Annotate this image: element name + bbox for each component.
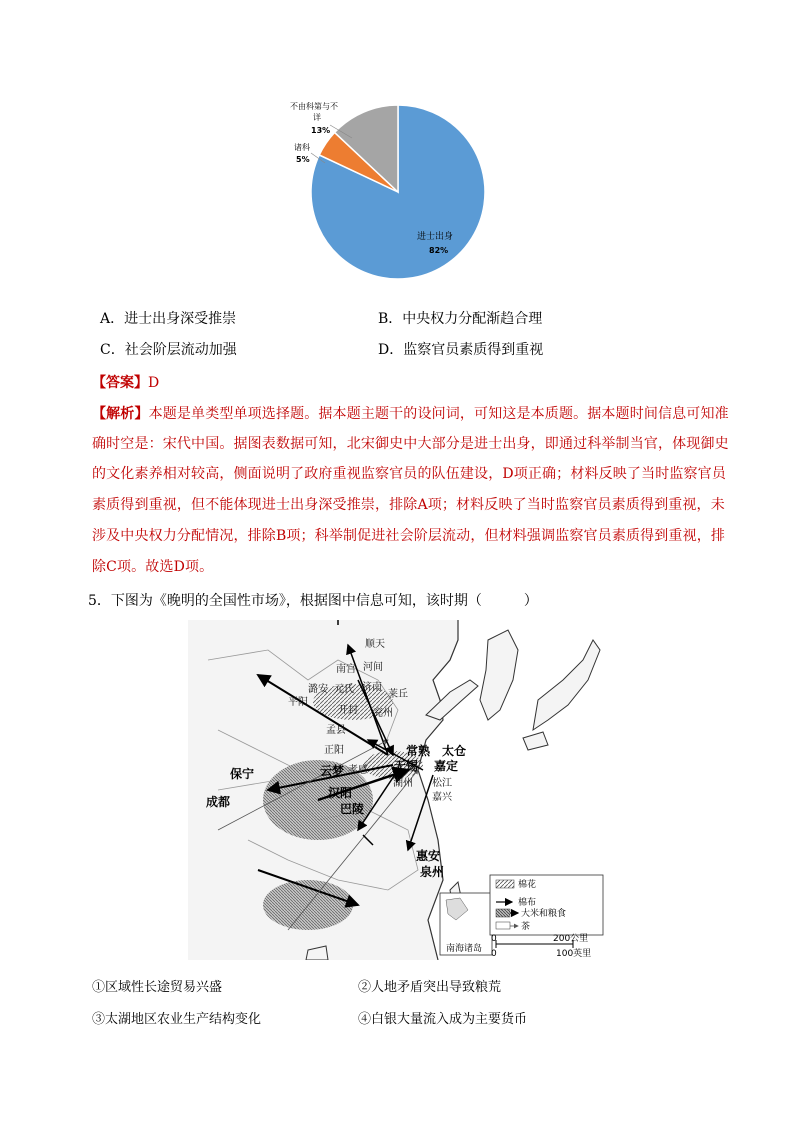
label-mengxian: 孟县 xyxy=(326,725,346,736)
slice-label-unknown-line1: 不由科第与不 xyxy=(290,102,338,111)
label-laiwu: 莱丘 xyxy=(388,689,408,700)
option-c[interactable]: C．社会阶层流动加强 xyxy=(100,342,237,358)
label-changshu: 常熟 xyxy=(406,744,431,758)
slice-label-unknown-line2: 详 xyxy=(313,113,321,122)
scale-zero-km: 0 xyxy=(491,934,497,944)
pie-chart xyxy=(270,95,510,290)
analysis-line-1 xyxy=(92,403,729,423)
label-jiading: 嘉定 xyxy=(434,759,459,773)
question-5-stem: 5．下图为《晚明的全国性市场》，根据图中信息可知，该时期（ ） xyxy=(88,593,538,609)
label-nangong: 南宫 xyxy=(336,664,356,675)
scale-km: 200公里 xyxy=(553,934,589,944)
label-wuxi: 无锡 xyxy=(394,759,419,773)
option-d[interactable]: D．监察官员素质得到重视 xyxy=(378,342,544,358)
option-b[interactable]: B．中央权力分配渐趋合理 xyxy=(378,311,543,327)
slice-label-jinshi: 进士出身 xyxy=(417,232,454,242)
label-huian: 惠安 xyxy=(416,849,441,863)
slice-pct-jinshi: 82% xyxy=(429,246,449,255)
legend-rice-swatch xyxy=(496,909,510,917)
label-jiaxing: 嘉兴 xyxy=(432,792,452,803)
scale-mi: 100英里 xyxy=(556,949,592,959)
map-svg xyxy=(188,620,608,960)
answer-value: D xyxy=(148,375,160,391)
label-chengdu: 成都 xyxy=(206,795,231,809)
label-pingyang: 平阳 xyxy=(288,697,308,708)
slice-label-zhuke: 诸科 xyxy=(294,143,310,152)
label-taicang: 太仓 xyxy=(442,744,467,758)
slice-pct-zhuke: 5% xyxy=(296,155,310,164)
statement-1: ①区域性长途贸易兴盛 xyxy=(92,980,223,995)
label-jinan: 济南 xyxy=(362,682,382,693)
options-row-2 xyxy=(100,339,600,361)
legend-cotton: 棉花 xyxy=(518,880,537,890)
label-quanzhou: 泉州 xyxy=(420,865,445,879)
label-hejian: 河间 xyxy=(363,662,383,673)
label-yuanshi: 元氏 xyxy=(334,684,354,695)
label-baoning: 保宁 xyxy=(230,767,255,781)
statement-4: ④白银大量流入成为主要货币 xyxy=(358,1012,528,1027)
answer-bracket: 【答案】 xyxy=(92,375,148,391)
legend-rice: 大米和粮食 xyxy=(521,909,567,919)
analysis-bracket: 【解析】 xyxy=(92,406,149,422)
analysis-line-5: 涉及中央权力分配情况，排除B项；科举制促进社会阶层流动，但材料强调监察官员素质得到重视，排 xyxy=(92,528,726,544)
label-yanzhou: 兖州 xyxy=(373,708,393,719)
statement-2: ②人地矛盾突出导致粮荒 xyxy=(358,980,502,995)
analysis-line-4: 素质得到重视，但不能体现进士出身深受推崇，排除A项；材料反映了当时监察官员素质得到重视，未 xyxy=(92,497,725,513)
inset-label: 南海诸岛 xyxy=(446,944,483,954)
legend-cotton-swatch xyxy=(496,880,514,888)
legend-tea-swatch xyxy=(496,922,510,929)
legend-tea: 茶 xyxy=(521,922,531,932)
label-yunmeng: 云梦 xyxy=(320,764,345,778)
option-a[interactable]: A．进士出身深受推崇 xyxy=(100,311,237,327)
options-row-1 xyxy=(100,308,600,330)
pie-chart-svg xyxy=(270,95,510,290)
slice-pct-unknown: 13% xyxy=(311,126,331,135)
answer-line xyxy=(92,372,159,392)
label-zhengyang: 正阳 xyxy=(324,745,344,756)
analysis-line-2: 确时空是：宋代中国。据图表数据可知，北宋御史中大部分是进士出身，即通过科举制当官，体现御史 xyxy=(92,436,729,452)
statement-3: ③太湖地区农业生产结构变化 xyxy=(92,1012,262,1027)
analysis-text-1: 本题是单类型单项选择题。据本题主题干的设问词，可知这是本质题。据本题时间信息可知准 xyxy=(148,406,729,422)
label-hanyang: 汉阳 xyxy=(328,786,353,800)
legend-cloth: 棉布 xyxy=(518,898,537,908)
scale-zero-mi: 0 xyxy=(491,949,497,959)
pie-slices xyxy=(311,105,485,279)
analysis-line-6: 除C项。故选D项。 xyxy=(92,559,214,575)
late-ming-market-map xyxy=(188,620,608,960)
label-shuntian: 顺天 xyxy=(365,639,385,650)
analysis-line-3: 的文化素养相对较高，侧面说明了政府重视监察官员的队伍建设，D项正确；材料反映了当时监察官员 xyxy=(92,466,726,482)
label-xiaogan: 孝感 xyxy=(348,765,368,776)
label-luan: 潞安 xyxy=(308,684,328,695)
label-kaifeng: 开封 xyxy=(338,705,358,716)
label-huzhou: 湖州 xyxy=(393,778,413,789)
label-baling: 巴陵 xyxy=(340,802,365,816)
label-songjiang: 松江 xyxy=(432,778,452,789)
